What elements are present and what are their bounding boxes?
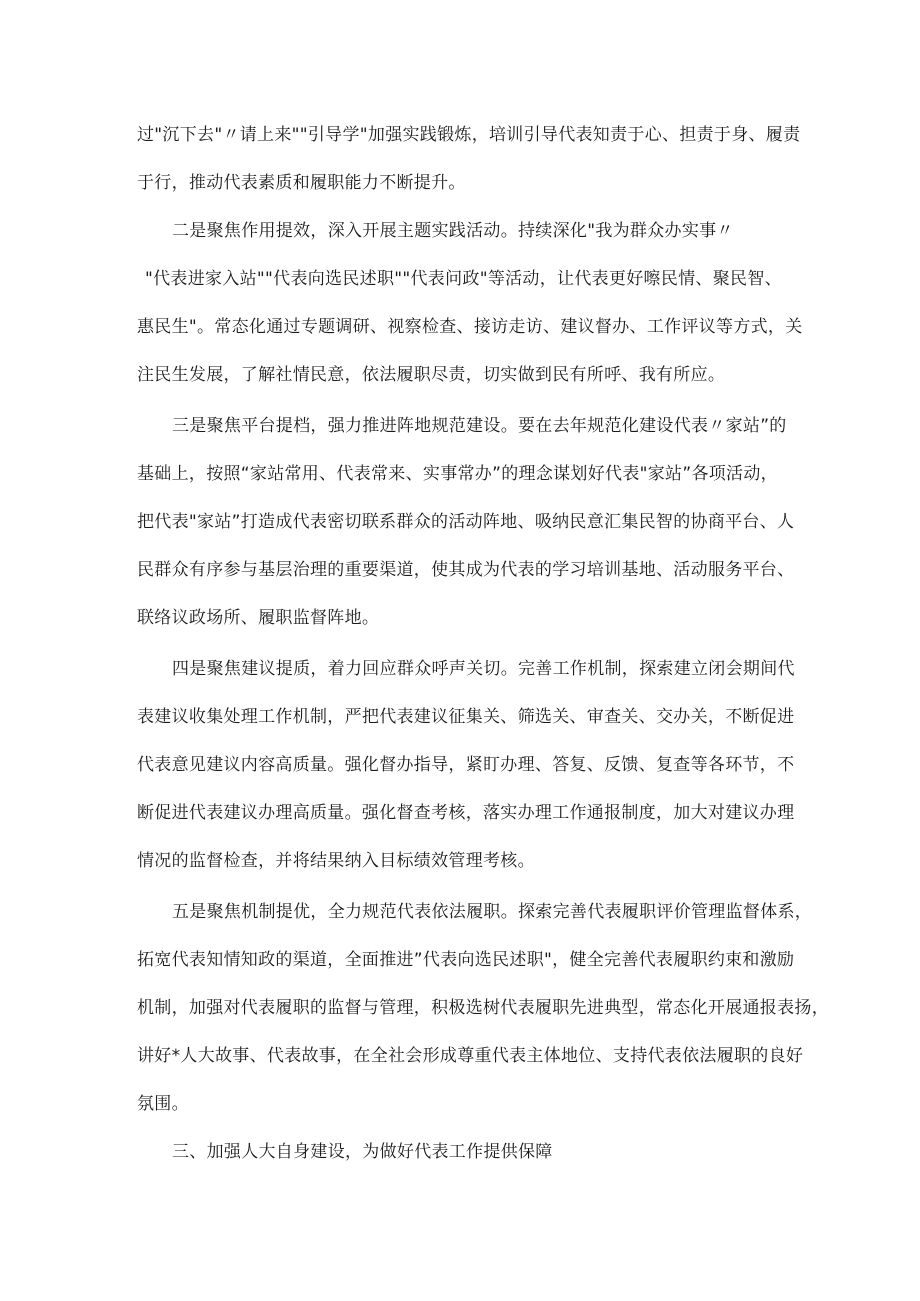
- paragraph-line: 惠民生"。常态化通过专题调研、视察检查、接访走访、建议督办、工作评议等方式，关: [137, 317, 803, 337]
- paragraph-line: 三是聚焦平台提档，强力推进阵地规范建设。要在去年规范化建设代表〃家站”的: [172, 416, 787, 436]
- paragraph-line: 把代表"家站”打造成代表密切联系群众的活动阵地、吸纳民意汇集民智的协商平台、人: [137, 512, 795, 532]
- paragraph-line: 联络议政场所、履职监督阵地。: [137, 608, 380, 628]
- section-heading: 三、加强人大自身建设，为做好代表工作提供保障: [172, 1142, 553, 1162]
- paragraph-line: 五是聚焦机制提优，全力规范代表依法履职。探索完善代表履职评价管理监督体系，: [172, 902, 813, 922]
- paragraph-line: 基础上，按照“家站常用、代表常来、实事常办”的理念谋划好代表"家站”各项活动，: [137, 464, 778, 484]
- paragraph-line: 四是聚焦建议提质，着力回应群众呼声关切。完善工作机制，探索建立闭会期间代: [172, 659, 795, 679]
- paragraph-line: 讲好*人大故事、代表故事，在全社会形成尊重代表主体地位、支持代表依法履职的良好: [137, 1046, 804, 1066]
- paragraph-line: 于行，推动代表素质和履职能力不断提升。: [137, 173, 466, 193]
- paragraph-line: 断促进代表建议办理高质量。强化督查考核，落实办理工作通报制度，加大对建议办理: [137, 803, 795, 823]
- paragraph-line: 机制，加强对代表履职的监督与管理，积极选树代表履职先进典型，常态化开展通报表扬，: [137, 998, 829, 1018]
- paragraph-line: 表建议收集处理工作机制，严把代表建议征集关、筛选关、审查关、交办关，不断促进: [137, 707, 795, 727]
- paragraph-line: 注民生发展，了解社情民意，依法履职尽责，切实做到民有所呼、我有所应。: [137, 365, 726, 385]
- paragraph-line: 拓宽代表知情知政的渠道，全面推进”代表向选民述职"，健全完善代表履职约束和激励: [137, 950, 795, 970]
- paragraph-line: 情况的监督检查，并将结果纳入目标绩效管理考核。: [137, 851, 535, 871]
- paragraph-line: 氛围。: [137, 1094, 189, 1114]
- paragraph-line: 民群众有序参与基层治理的重要渠道，使其成为代表的学习培训基地、活动服务平台、: [137, 560, 795, 580]
- paragraph-line: "代表进家入站""代表向选民述职""代表问政"等活动，让代表更好嚓民情、聚民智、: [145, 269, 782, 289]
- paragraph-line: 二是聚焦作用提效，深入开展主题实践活动。持续深化"我为群众办实事〃: [172, 221, 734, 241]
- paragraph-line: 过"沉下去"〃请上来""引导学"加强实践锻炼，培训引导代表知责于心、担责于身、履责: [137, 125, 801, 145]
- paragraph-line: 代表意见建议内容高质量。强化督办指导，紧盯办理、答复、反馈、复查等各环节，不: [137, 755, 795, 775]
